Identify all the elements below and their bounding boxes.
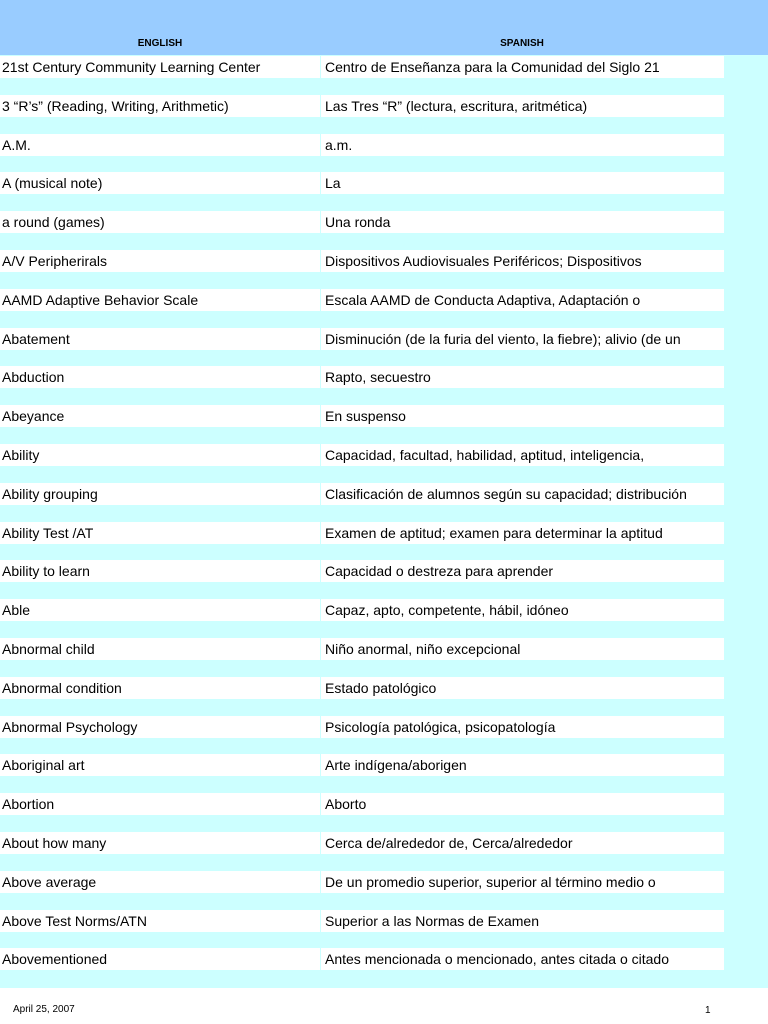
spanish-translation: La [321, 172, 724, 194]
page-number: 1 [705, 1005, 711, 1016]
english-term: 3 “R’s” (Reading, Writing, Arithmetic) [0, 95, 320, 117]
english-term: Abortion [0, 793, 320, 815]
table-row [0, 211, 768, 250]
english-term: Above average [0, 871, 320, 893]
english-term: Abatement [0, 328, 320, 350]
table-row [0, 793, 768, 832]
spanish-translation: En suspenso [321, 405, 724, 427]
spanish-translation: De un promedio superior, superior al término medio o [321, 871, 724, 893]
footer-date: April 25, 2007 [13, 1004, 75, 1015]
table-row [0, 948, 768, 987]
table-header [0, 0, 768, 55]
spanish-translation: Una ronda [321, 211, 724, 233]
english-term: Aboriginal art [0, 754, 320, 776]
english-term: Ability Test /AT [0, 522, 320, 544]
spanish-translation: Escala AAMD de Conducta Adaptiva, Adaptación o [321, 289, 724, 311]
table-row [0, 134, 768, 173]
spanish-translation: Rapto, secuestro [321, 366, 724, 388]
spanish-translation: Cerca de/alrededor de, Cerca/alrededor [321, 832, 724, 854]
spanish-translation: Niño anormal, niño excepcional [321, 638, 724, 660]
spanish-translation: Las Tres “R” (lectura, escritura, aritmética) [321, 95, 724, 117]
glossary-table-body [0, 56, 768, 987]
spanish-translation: Examen de aptitud; examen para determinar la aptitud [321, 522, 724, 544]
english-term: Abnormal condition [0, 677, 320, 699]
english-term: Ability to learn [0, 560, 320, 582]
english-term: Abnormal Psychology [0, 716, 320, 738]
table-row [0, 172, 768, 211]
english-term: AAMD Adaptive Behavior Scale [0, 289, 320, 311]
spanish-translation: Clasificación de alumnos según su capacidad; distribución [321, 483, 724, 505]
english-term: Above Test Norms/ATN [0, 910, 320, 932]
english-term: A.M. [0, 134, 320, 156]
table-row [0, 56, 768, 95]
table-row [0, 444, 768, 483]
table-row [0, 832, 768, 871]
spanish-translation: a.m. [321, 134, 724, 156]
table-row [0, 638, 768, 677]
english-term: Ability grouping [0, 483, 320, 505]
english-term: Ability [0, 444, 320, 466]
spanish-translation: Psicología patológica, psicopatología [321, 716, 724, 738]
spanish-translation: Aborto [321, 793, 724, 815]
english-term: Abnormal child [0, 638, 320, 660]
table-row [0, 871, 768, 910]
spanish-translation: Capacidad, facultad, habilidad, aptitud, inteligencia, [321, 444, 724, 466]
table-row [0, 599, 768, 638]
english-term: a round (games) [0, 211, 320, 233]
table-row [0, 95, 768, 134]
english-term: A (musical note) [0, 172, 320, 194]
table-row [0, 754, 768, 793]
english-term: Abovementioned [0, 948, 320, 970]
spanish-translation: Arte indígena/aborigen [321, 754, 724, 776]
spanish-translation: Antes mencionada o mencionado, antes citada o citado [321, 948, 724, 970]
table-row [0, 328, 768, 367]
table-row [0, 405, 768, 444]
english-term: About how many [0, 832, 320, 854]
table-row [0, 716, 768, 755]
spanish-translation: Superior a las Normas de Examen [321, 910, 724, 932]
column-header-spanish: SPANISH [500, 38, 544, 49]
english-term: Abduction [0, 366, 320, 388]
table-row [0, 522, 768, 561]
table-row [0, 250, 768, 289]
spanish-translation: Capaz, apto, competente, hábil, idóneo [321, 599, 724, 621]
table-row [0, 677, 768, 716]
spanish-translation: Estado patológico [321, 677, 724, 699]
spanish-translation: Centro de Enseñanza para la Comunidad del Siglo 21 [321, 56, 724, 78]
english-term: Able [0, 599, 320, 621]
spanish-translation: Capacidad o destreza para aprender [321, 560, 724, 582]
english-term: Abeyance [0, 405, 320, 427]
table-row [0, 483, 768, 522]
table-row [0, 366, 768, 405]
english-term: 21st Century Community Learning Center [0, 56, 320, 78]
english-term: A/V Peripherirals [0, 250, 320, 272]
table-row [0, 289, 768, 328]
spanish-translation: Dispositivos Audiovisuales Periféricos; Dispositivos [321, 250, 724, 272]
table-row [0, 910, 768, 949]
column-header-english: ENGLISH [137, 38, 183, 49]
table-row [0, 560, 768, 599]
spanish-translation: Disminución (de la furia del viento, la fiebre); alivio (de un [321, 328, 724, 350]
